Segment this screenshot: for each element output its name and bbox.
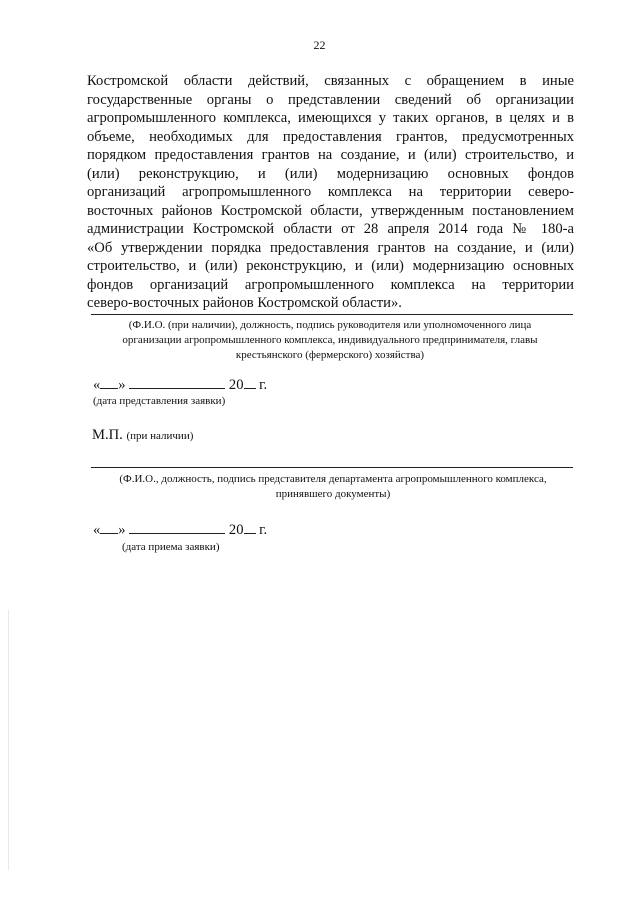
year-blank [244, 521, 256, 534]
signature-caption-department [90, 472, 576, 502]
signature-line-applicant [91, 314, 573, 315]
paragraph-line: порядком предоставления грантов на создание, и (или) строительство, и [87, 147, 574, 163]
stamp-label: М.П. [92, 427, 123, 443]
paragraph-line: восточных районов Костромской области, утвержденным постановлением [87, 202, 574, 219]
paragraph-line: (или) реконструкцию, и (или) модернизацию основных фондов [87, 165, 574, 182]
acceptance-date-label: (дата приема заявки) [122, 541, 220, 553]
caption-line: принявшего документы) [275, 488, 391, 500]
submission-date-line [93, 376, 267, 394]
paragraph-line: северо-восточных районов Костромской области». [87, 295, 402, 311]
caption-line: организации агропромышленного комплекса, индивидуального предпринимателя, главы [122, 334, 538, 346]
year-blank [244, 376, 256, 389]
paragraph-line: администрации Костромской области от 28 апреля 2014 года № 180-а [87, 221, 574, 237]
paragraph-line: организаций агропромышленного комплекса на территории северо- [87, 184, 574, 200]
year-suffix: г. [259, 522, 268, 538]
page-number: 22 [313, 38, 326, 52]
caption-line: (Ф.И.О., должность, подпись представителя департамента агропромышленного комплекса, [119, 473, 547, 485]
year-suffix: г. [259, 377, 268, 393]
open-quote: « [93, 377, 101, 393]
body-paragraph [87, 72, 574, 313]
caption-line: (Ф.И.О. (при наличии), должность, подпись руководителя или уполномоченного лица [128, 319, 532, 331]
scan-edge-mark [8, 610, 9, 870]
stamp-note: (при наличии) [126, 430, 194, 442]
acceptance-date-line [93, 521, 267, 539]
paragraph-line: строительство, и (или) реконструкцию, и (или) модернизацию основных [87, 258, 574, 274]
day-blank [100, 376, 118, 389]
stamp-place [92, 427, 193, 444]
caption-line: крестьянского (фермерского) хозяйства) [235, 349, 425, 361]
year-prefix: 20 [228, 522, 244, 538]
signature-caption-applicant [80, 318, 580, 363]
paragraph-line: «Об утверждении порядка предоставления грантов на создание, и (или) [87, 239, 574, 256]
paragraph-line: объеме, необходимых для предоставления грантов, предусмотренных [87, 128, 574, 145]
open-quote: « [93, 522, 101, 538]
paragraph-line: государственные органы о представлении сведений об организации [87, 91, 574, 108]
submission-date-label: (дата представления заявки) [93, 395, 226, 407]
month-blank [129, 376, 225, 389]
month-blank [129, 521, 225, 534]
signature-line-department [91, 467, 573, 468]
year-prefix: 20 [228, 377, 244, 393]
paragraph-line: агропромышленного комплекса, имеющихся у таких органов, в целях и в [87, 110, 574, 126]
paragraph-line: Костромской области действий, связанных с обращением в иные [87, 73, 574, 89]
paragraph-line: фондов организаций агропромышленного комплекса на территории [87, 276, 574, 293]
day-blank [100, 521, 118, 534]
close-quote: » [118, 377, 126, 393]
close-quote: » [118, 522, 126, 538]
